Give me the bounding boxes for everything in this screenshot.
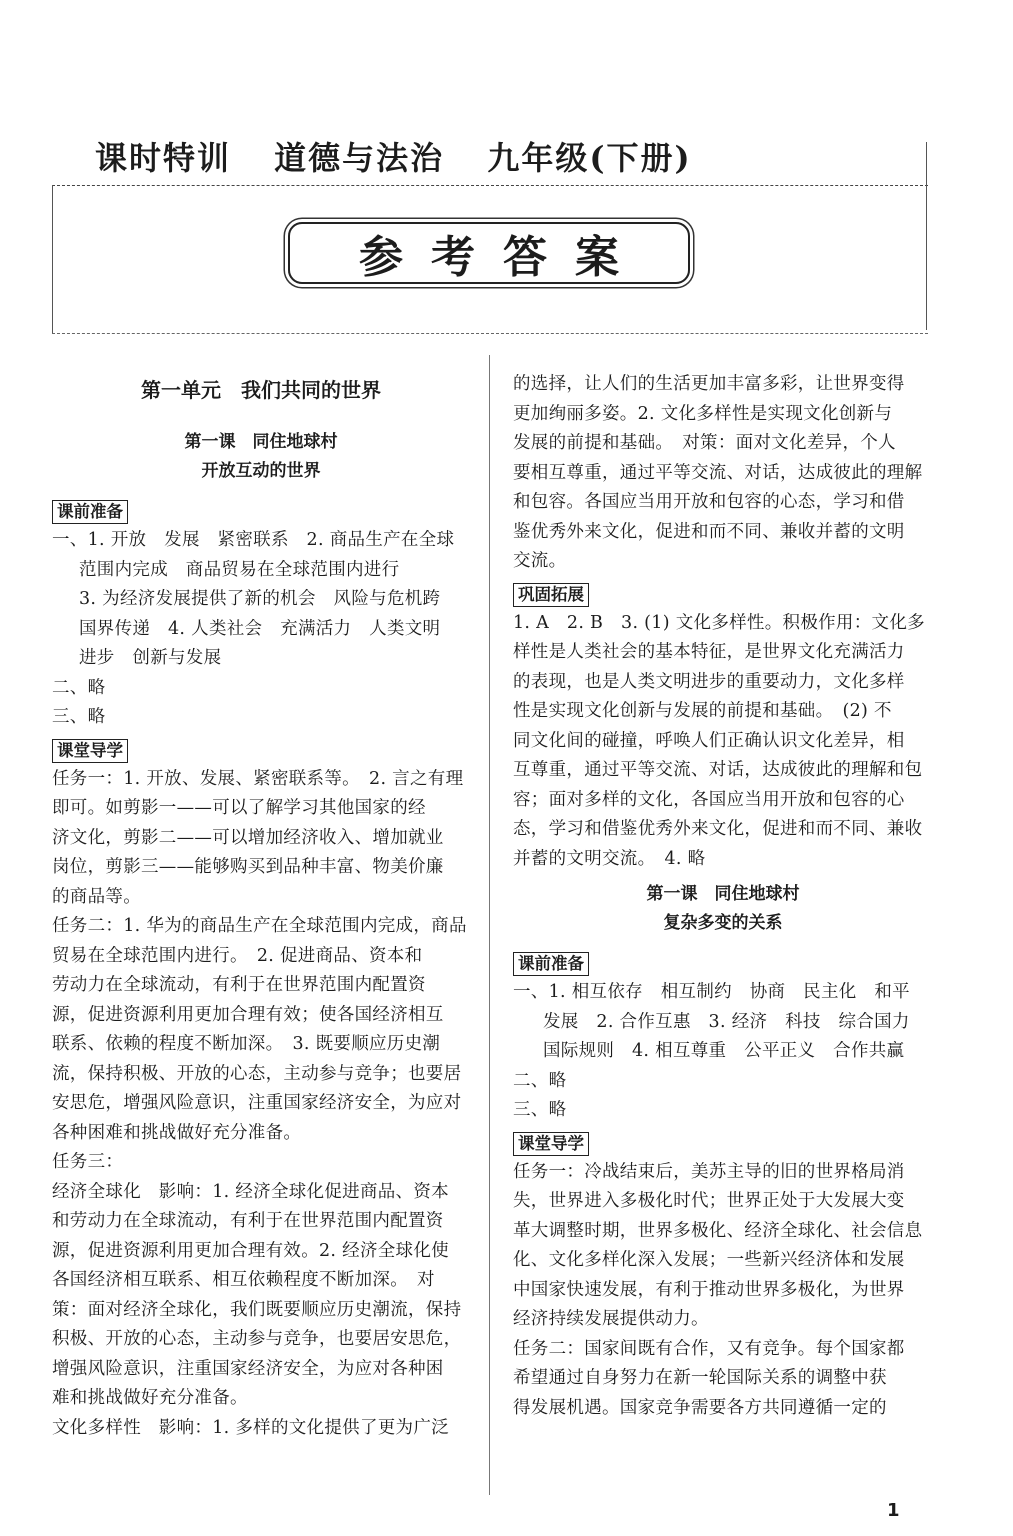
answer-line: 的商品等。 <box>52 886 141 907</box>
book-header-title <box>95 133 722 179</box>
lesson-heading: 第一课 同住地球村 <box>646 884 800 904</box>
answer-line: 进步 创新与发展 <box>79 648 222 668</box>
section-tag-row <box>513 577 933 609</box>
answer-line: 各国经济相互联系、相互依赖程度不断加深。 对 <box>52 1270 435 1290</box>
answer-line: 态，学习和借鉴优秀外来文化，促进和而不同、兼收 <box>513 819 923 839</box>
answer-line: 容；面对多样的文化，各国应当用开放和包容的心 <box>513 789 905 810</box>
answer-line: 三、略 <box>513 1100 567 1120</box>
answer-line: 源，促进资源利用更加合理有效；使各国经济相互 <box>52 1004 444 1025</box>
answer-line: 济文化，剪影二——可以增加经济收入、增加就业 <box>52 827 444 848</box>
answer-line: 和劳动力在全球流动，有利于在世界范围内配置资 <box>52 1211 444 1231</box>
answer-line: 二、略 <box>52 677 106 698</box>
answer-line: 3. 为经济发展提供了新的机会 风险与危机跨 <box>79 589 441 609</box>
section-tag-row <box>513 946 933 978</box>
lesson-heading: 开放互动的世界 <box>201 461 321 481</box>
answer-line: 任务一：1. 开放、发展、紧密联系等。 2. 言之有理 <box>52 768 464 789</box>
section-tag: 巩固拓展 <box>513 583 589 607</box>
answer-line: 一、1. 开放 发展 紧密联系 2. 商品生产在全球 <box>52 530 455 550</box>
answer-line: 文化多样性 影响：1. 多样的文化提供了更为广泛 <box>52 1417 449 1438</box>
header-frame-left <box>52 185 53 333</box>
answer-line: 的选择，让人们的生活更加丰富多彩，让世界变得 <box>513 374 905 394</box>
answer-line: 贸易在全球范围内进行。 2. 促进商品、资本和 <box>52 945 423 966</box>
answer-key-banner <box>288 222 690 284</box>
answer-line: 发展的前提和基础。 对策：面对文化差异，个人 <box>513 433 896 453</box>
banner-title: 参考答案 <box>359 232 647 283</box>
grade-volume: 九年级(下册) <box>487 139 692 177</box>
answer-line: 任务一：冷战结束后，美苏主导的旧的世界格局消 <box>513 1161 905 1182</box>
header-frame-bottom <box>52 333 928 334</box>
series-name: 课时特训 <box>95 139 232 177</box>
answer-line: 岗位，剪影三——能够购买到品种丰富、物美价廉 <box>52 857 444 877</box>
subject-name: 道德与法治 <box>274 139 445 177</box>
answer-line: 化、文化多样化深入发展；一些新兴经济体和发展 <box>513 1250 905 1270</box>
section-tag-row <box>52 494 470 526</box>
answer-line: 任务二：1. 华为的商品生产在全球范围内完成，商品 <box>52 916 467 936</box>
answer-line: 1. A 2. B 3. (1) 文化多样性。积极作用：文化多 <box>513 612 925 633</box>
answer-line: 安思危，增强风险意识，注重国家经济安全，为应对 <box>52 1093 462 1113</box>
page-number: 1 <box>887 1500 900 1521</box>
unit-heading: 第一单元 我们共同的世界 <box>141 378 381 402</box>
section-tag-row <box>513 1126 933 1158</box>
answer-line: 更加绚丽多姿。2. 文化多样性是实现文化创新与 <box>513 403 893 424</box>
answer-line: 发展 2. 合作互惠 3. 经济 科技 综合国力 <box>543 1011 910 1032</box>
answer-line: 流，保持积极、开放的心态，主动参与竞争；也要居 <box>52 1063 462 1084</box>
answer-line: 任务三： <box>52 1152 124 1172</box>
answer-line: 性是实现文化创新与发展的前提和基础。 (2) 不 <box>513 701 892 721</box>
answer-line: 希望通过自身努力在新一轮国际关系的调整中获 <box>513 1368 887 1388</box>
answer-line: 劳动力在全球流动，有利于在世界范围内配置资 <box>52 975 426 995</box>
section-tag: 课堂导学 <box>513 1132 589 1156</box>
answer-line: 的表现，也是人类文明进步的重要动力，文化多样 <box>513 671 905 692</box>
answer-line: 国际规则 4. 相互尊重 公平正义 合作共赢 <box>543 1041 905 1061</box>
answer-line: 一、1. 相互依存 相互制约 协商 民主化 和平 <box>513 982 910 1002</box>
section-tag: 课堂导学 <box>52 739 128 763</box>
answer-line: 国界传递 4. 人类社会 充满活力 人类文明 <box>79 618 441 639</box>
answer-line: 要相互尊重，通过平等交流、对话，达成彼此的理解 <box>513 462 923 483</box>
answer-line: 二、略 <box>513 1070 567 1091</box>
answer-line: 各种困难和挑战做好充分准备。 <box>52 1122 302 1143</box>
header-divider <box>52 185 928 186</box>
right-column <box>513 370 933 1423</box>
section-tag-row <box>52 733 470 765</box>
column-divider <box>489 355 490 1495</box>
answer-line: 和包容。各国应当用开放和包容的心态，学习和借 <box>513 492 905 512</box>
section-tag: 课前准备 <box>513 952 589 976</box>
answer-line: 联系、依赖的程度不断加深。 3. 既要顺应历史潮 <box>52 1034 441 1054</box>
answer-line: 经济全球化 影响：1. 经济全球化促进商品、资本 <box>52 1181 449 1202</box>
lesson-heading: 第一课 同住地球村 <box>184 432 338 452</box>
answer-line: 范围内完成 商品贸易在全球范围内进行 <box>79 559 400 580</box>
answer-line: 失，世界进入多极化时代；世界正处于大发展大变 <box>513 1191 905 1211</box>
answer-line: 互尊重，通过平等交流、对话，达成彼此的理解和包 <box>513 760 923 780</box>
answer-line: 经济持续发展提供动力。 <box>513 1309 709 1329</box>
lesson-heading: 复杂多变的关系 <box>663 913 783 933</box>
answer-line: 增强风险意识，注重国家经济安全，为应对各种困 <box>52 1358 444 1379</box>
answer-line: 样性是人类社会的基本特征，是世界文化充满活力 <box>513 642 905 662</box>
header-frame-right <box>926 142 927 330</box>
answer-line: 革大调整时期，世界多极化、经济全球化、社会信息 <box>513 1220 923 1241</box>
section-tag: 课前准备 <box>52 500 128 524</box>
answer-line: 即可。如剪影一——可以了解学习其他国家的经 <box>52 798 426 818</box>
answer-line: 难和挑战做好充分准备。 <box>52 1388 248 1408</box>
answer-line: 并蓄的文明交流。 4. 略 <box>513 848 706 869</box>
answer-line: 得发展机遇。国家竞争需要各方共同遵循一定的 <box>513 1397 887 1418</box>
answer-line: 鉴优秀外来文化，促进和而不同、兼收并蓄的文明 <box>513 521 905 542</box>
answer-line: 源，促进资源利用更加合理有效。2. 经济全球化使 <box>52 1240 449 1261</box>
answer-line: 任务二：国家间既有合作，又有竞争。每个国家都 <box>513 1338 905 1359</box>
answer-line: 策：面对经济全球化，我们既要顺应历史潮流，保持 <box>52 1299 462 1320</box>
left-column <box>52 370 470 1443</box>
answer-line: 同文化间的碰撞，呼唤人们正确认识文化差异，相 <box>513 730 905 751</box>
answer-line: 三、略 <box>52 707 106 727</box>
answer-line: 交流。 <box>513 551 567 571</box>
answer-line: 中国家快速发展，有利于推动世界多极化，为世界 <box>513 1279 905 1300</box>
answer-line: 积极、开放的心态，主动参与竞争，也要居安思危， <box>52 1329 462 1349</box>
